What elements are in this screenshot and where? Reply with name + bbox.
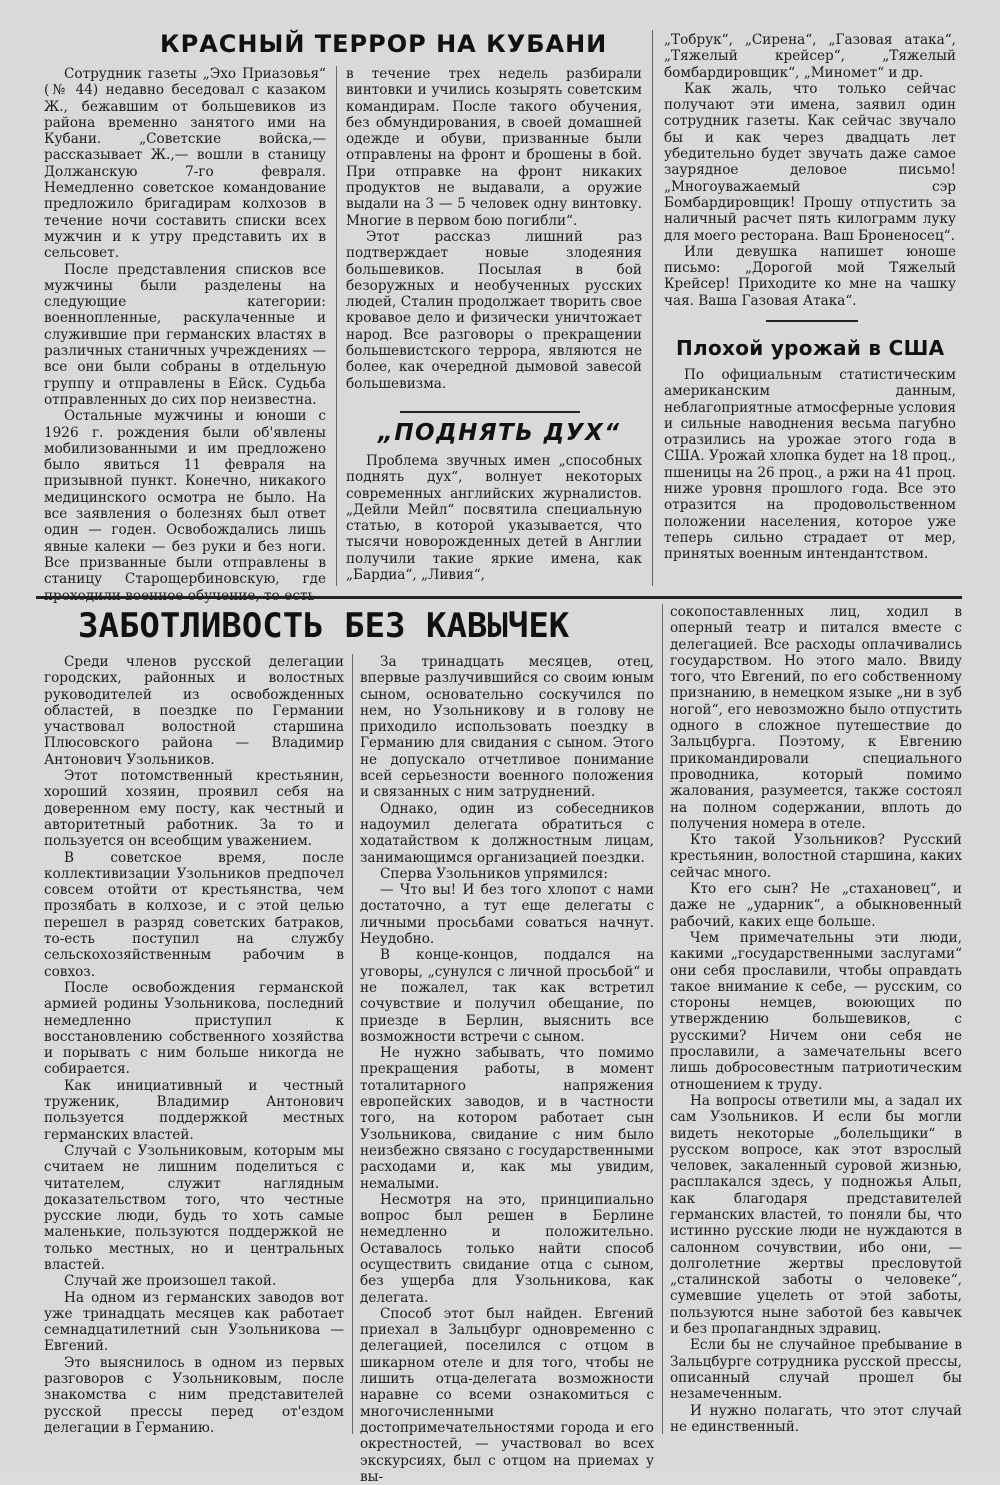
paragraph: „Тобрук“, „Сирена“, „Газовая атака“, „Тяжелый крейсер“, „Тяжелый бомбардировщик“, „Миномет“ и др. <box>664 32 956 81</box>
paragraph: В советское время, после коллективизации Узольников предпочел совсем отойти от крестьянства, чем прозябать в колхозе, и с этой целью перешел в разряд советских батраков, то-есть поступил на службу сельскохозяйственным рабочим в совхоз. <box>44 849 344 980</box>
paragraph: Как жаль, что только сейчас получают эти имена, заявил один сотрудник газеты. Как сейчас звучало бы и как через двадцать лет убедительно будет звучать даже самое заурядное деловое письмо! „Многоуважаемый сэр Бомбардировщик! Прошу отпустить за наличный расчет пять килограмм луку для моего ресторана. Ваш Броненосец“. <box>664 80 956 244</box>
paragraph: Несмотря на это, принципиально вопрос был решен в Берлине немедленно и положительно. Оставалось только найти способ осуществить свидание отца с сыном, без ущерба для Узольникова, как делегата. <box>360 1191 654 1306</box>
paragraph: Не нужно забывать, что помимо прекращения работы, в момент тоталитарного напряжения европейских заводов, и в частности того, на котором работает сын Узольникова, свидание с ним было неизбежно связано с государственными расходами и, как мы увидим, немалыми. <box>360 1045 654 1192</box>
paragraph: В конце-концов, поддался на уговоры, „сунулся с личной просьбой“ и не пожалел, так как встретил сочувствие и получил обещание, по приезде в Берлин, выяснить все возможности встречи с сыном. <box>360 947 654 1045</box>
paragraph: в течение трех недель разбирали винтовки и учились козырять советским командирам. После такого обучения, без обмундирования, в своей домашней одежде и обуви, призванные были отправлены на фронт и брошены в бой. При отправке на фронт никаких продуктов не выдавали, а оружие выдали на 3 — 5 человек одну винтовку. Многие в первом бою погибли“. <box>346 66 642 229</box>
paragraph: И нужно полагать, что этот случай не единственный. <box>670 1402 962 1435</box>
paragraph: Этот потомственный крестьянин, хороший хозяин, проявил себя на доверенном ему посту, как честный и авторитетный работник. За то и пользуется он всеобщим уважением. <box>44 768 344 850</box>
paragraph: Как инициативный и честный труженик, Владимир Антонович пользуется поддержкой местных германских властей. <box>44 1077 344 1143</box>
paragraph: Однако, один из собеседников надоумил делегата обратиться с ходатайством к должностным лицам, занимающимся организацией поездки. <box>360 800 654 866</box>
kuban-headline: КРАСНЫЙ ТЕРРОР НА КУБАНИ <box>160 30 608 58</box>
paragraph: После освобождения германской армией родины Узольникова, последний немедленно приступил к восстановлению собственного хозяйства и порывать с ним больше никогда не собирается. <box>44 979 344 1078</box>
usa-divider <box>766 320 858 322</box>
paragraph: За тринадцать месяцев, отец, впервые разлучившийся со своим юным сыном, основательно соскучился по нем, но Узольникову и в голову не приходило использовать поездку в Германию для свидания с сыном. Этого не допускало отчетливое понимание всей серьезности военного положения и связанных с ним затруднений. <box>360 654 654 801</box>
paragraph: Случай же произошел такой. <box>64 1273 277 1290</box>
kuban-column-2 <box>346 66 642 406</box>
section-separator <box>36 596 962 599</box>
paragraph: Проблема звучных имен „способных поднять дух“, волнует некоторых современных английских журналистов. „Дейли Мейл“ посвятила специальную статью, в которой указывается, что тысячи новорожденных детей в Англии получили такие яркие имена, как „Бардиа“, „Ливия“, <box>346 453 642 584</box>
zabotlivost-column-1 <box>44 654 344 1434</box>
paragraph: Чем примечательны эти люди, какими „государственными заслугами“ они себя прославили, чтобы оправдать такое внимание к себе, — русским, со стороны немцев, воюющих по утверждению большевиков, с русскими? Ничем они себя не прославили, а замечательны всего лишь добросовестным патриотическим отношением к труду. <box>670 929 962 1093</box>
paragraph: Этот рассказ лишний раз подтверждает новые злодеяния большевиков. Посылая в бой безоружных и необученных русских людей, Сталин продолжает творить свое кровавое дело и физически уничтожает народ. Все разговоры о прекращении большевистского террора, являются не более, как очередной дымовой завесой большевизма. <box>346 228 642 392</box>
paragraph: Случай с Узольниковым, которым мы считаем не лишним поделиться с читателем, служит наглядным доказательством того, что честные русские люди, будь то хоть самые маленькие, пользуются поддержкой не только местных, но и центральных властей. <box>44 1142 344 1273</box>
paragraph: Способ этот был найден. Евгений приехал в Зальцбург одновременно с делегацией, поселился с отцом в шикарном отеле и для того, чтобы не лишить отца-делегата возможности наравне со всеми ознакомиться с многочисленными достопримечательностями города и его окрестностей, — участвовал во всех экскурсиях, был с отцом на приемах у вы- <box>360 1305 654 1485</box>
paragraph: По официальным статистическим американским данным, неблагоприятные атмосферные условия и сильные наводнения весьма пагубно отразились на урожае этого года в США. Урожай хлопка будет на 18 проц., пшеницы на 26 проц., а ржи на 41 проц. ниже уровня прошлого года. Все это отразится на продовольственном положении населения, которое уже теперь сильно страдает от мер, принятых военным интендантством. <box>664 367 956 563</box>
kuban-column-1 <box>44 66 326 586</box>
paragraph: На вопросы ответили мы, а задал их сам Узольников. И если бы могли видеть некоторые „болельщики“ в русском вопросе, как этот взрослый человек, закаленный суровой жизнью, расплакался здесь, у подножья Альп, как благодаря представителей германских властей, то поняли бы, что истинно русские люди не нуждаются в салонном сочувствии, ибо они, — долголетние жертвы пресловутой „сталинской заботы о человеке“, сумевшие уцелеть от этой заботы, пользуются ныне заботой без кавычек и без пропагандных здравиц. <box>670 1092 962 1338</box>
paragraph: На одном из германских заводов вот уже тринадцать месяцев как работает семнадцатилетний сын Узольникова — Евгений. <box>44 1289 344 1355</box>
podnyat-column-3 <box>664 32 956 312</box>
zabotlivost-headline: ЗАБОТЛИВОСТЬ БЕЗ КАВЫЧЕК <box>78 606 570 646</box>
podnyat-divider <box>400 411 580 413</box>
podnyat-column-2 <box>346 453 642 583</box>
paragraph: Среди членов русской делегации городских, районных и волостных руководителей из освобожденных областей, в поездке по Германии участвовал волостной старшина Плюсовского района — Владимир Антонович Узольников. <box>44 654 344 768</box>
paragraph: Остальные мужчины и юноши с 1926 г. рождения были об'явлены мобилизованными и им предложено было явиться 11 февраля на призывной пункт. Конечно, никакого медицинского осмотра не было. На все заявления о болезнях был ответ один — годен. Освобождались лишь явные калеки — без руки и без ноги. Все призванные были отправлены в станицу Старощербиновскую, где <box>44 408 326 588</box>
zabotlivost-column-2 <box>360 654 654 1485</box>
paragraph: Кто такой Узольников? Русский крестьянин, волостной старшина, каких сейчас много. <box>670 832 962 881</box>
paragraph: Сотрудник газеты „Эхо Приазовья“ (№ 44) недавно беседовал с казаком Ж., бежавшим от большевиков из района временно занятого ими на Кубани. „Советские войска,—рассказывает Ж.,— вошли в станицу Должанскую 7-го февраля. Немедленно советское командование предложило бригадирам колхозов в течение ночи составить списки всех мужчин и к утру представить их в сельсовет. <box>44 66 326 262</box>
paragraph: Кто его сын? Не „стахановец“, и даже не „ударник“, а обыкновенный рабочий, каких еще больше. <box>670 881 962 930</box>
paragraph: Это выяснилось в одном из первых разговоров с Узольниковым, после знакомства с ним представителей русской прессы перед от'ездом делегации в Германию. <box>44 1354 344 1436</box>
usa-column-3 <box>664 367 956 587</box>
paragraph: — Что вы! И без того хлопот с нами достаточно, а тут еще делегаты с личными просьбами соваться начнут. Неудобно. <box>360 882 654 948</box>
paragraph: После представления списков все мужчины были разделены на следующие категории: военнопленные, раскулаченные и служившие при германских властях в различных станичных учреждениях — все они были собраны в отдельную группу и отправлены в Ейск. Судьба отправленных до сих пор неизвестна. <box>44 261 326 408</box>
paragraph: Или девушка напишет юноше письмо: „Дорогой мой Тяжелый Крейсер! Приходите ко мне на чашку чая. Ваша Газовая Атака“. <box>664 243 956 309</box>
zabotlivost-column-3 <box>670 604 962 1434</box>
usa-headline: Плохой урожай в США <box>676 336 945 360</box>
paragraph: Сперва Узольников упрямился: <box>380 865 608 882</box>
paragraph: сокопоставленных лиц, ходил в оперный театр и питался вместе с делегацией. Все расходы оплачивались государством. Но этого мало. Ввиду того, что Евгений, по его собственному признанию, в немецком языке „ни в зуб ногой“, его невозможно было отпустить одного в сложное путешествие до Зальцбурга. Поэтому, к Евгению прикомандировали специального проводника, который помимо жалования, разумеется, также состоял на полном содержании, вплоть до получения номера в отеле. <box>670 604 962 832</box>
podnyat-headline: „ПОДНЯТЬ ДУХ“ <box>378 420 621 446</box>
paragraph: Если бы не случайное пребывание в Зальцбурге сотрудника русской прессы, описанный случай прошел бы незамеченным. <box>670 1337 962 1403</box>
